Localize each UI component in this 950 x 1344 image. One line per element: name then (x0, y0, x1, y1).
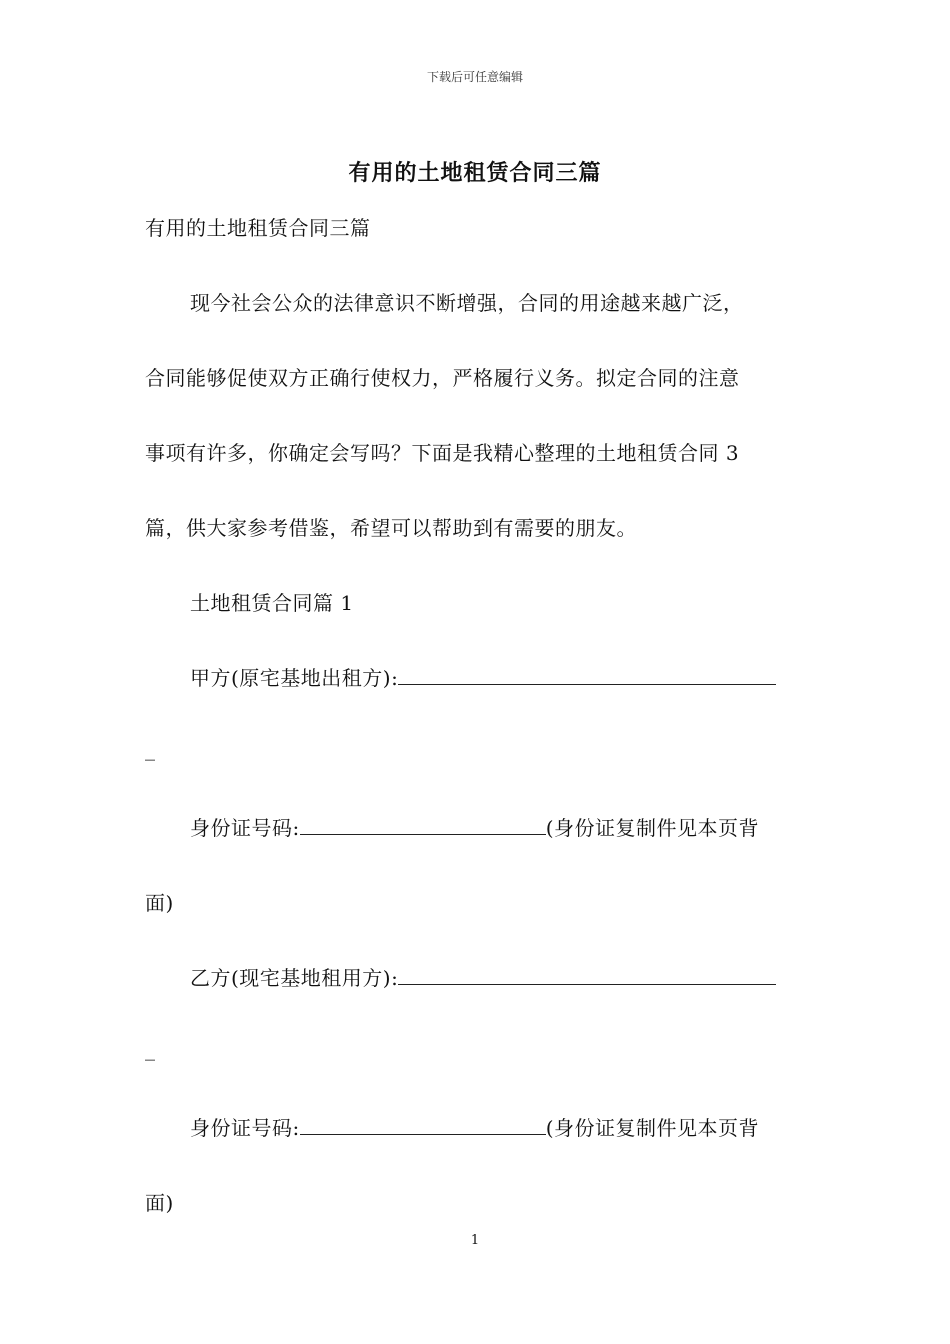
party-a-row (190, 662, 776, 691)
id-label-a: 身份证号码: (190, 816, 300, 840)
id-note-b: (身份证复制件见本页背 (545, 1116, 760, 1140)
id-row-b (190, 1112, 759, 1141)
intro-line-2: 合同能够促使双方正确行使权力，严格履行义务。拟定合同的注意 (145, 366, 740, 390)
party-a-blank (398, 666, 776, 685)
id-note-a: (身份证复制件见本页背 (545, 816, 760, 840)
party-b-label: 乙方(现宅基地租用方): (190, 966, 399, 990)
party-b-blank (398, 966, 776, 985)
document-title: 有用的土地租赁合同三篇 (348, 160, 602, 186)
id-blank-b (300, 1116, 546, 1135)
intro-line-3: 事项有许多，你确定会写吗？下面是我精心整理的土地租赁合同 3 (145, 441, 740, 465)
id-row-a (190, 812, 759, 841)
header-note: 下载后可任意编辑 (426, 70, 523, 84)
intro-line-1: 现今社会公众的法律意识不断增强，合同的用途越来越广泛， (190, 291, 744, 315)
party-a-label: 甲方(原宅基地出租方): (190, 666, 399, 690)
party-b-row (190, 962, 776, 991)
id-label-b: 身份证号码: (190, 1116, 300, 1140)
section-heading: 土地租赁合同篇 1 (190, 591, 354, 615)
id-note-b-tail: 面) (145, 1191, 174, 1215)
party-b-tail: _ (145, 1037, 156, 1061)
id-note-a-tail: 面) (145, 891, 174, 915)
document-subtitle: 有用的土地租赁合同三篇 (145, 216, 371, 240)
page-number: 1 (470, 1233, 480, 1248)
intro-line-4: 篇，供大家参考借鉴，希望可以帮助到有需要的朋友。 (145, 516, 637, 540)
id-blank-a (300, 816, 546, 835)
party-a-tail: _ (145, 737, 156, 761)
